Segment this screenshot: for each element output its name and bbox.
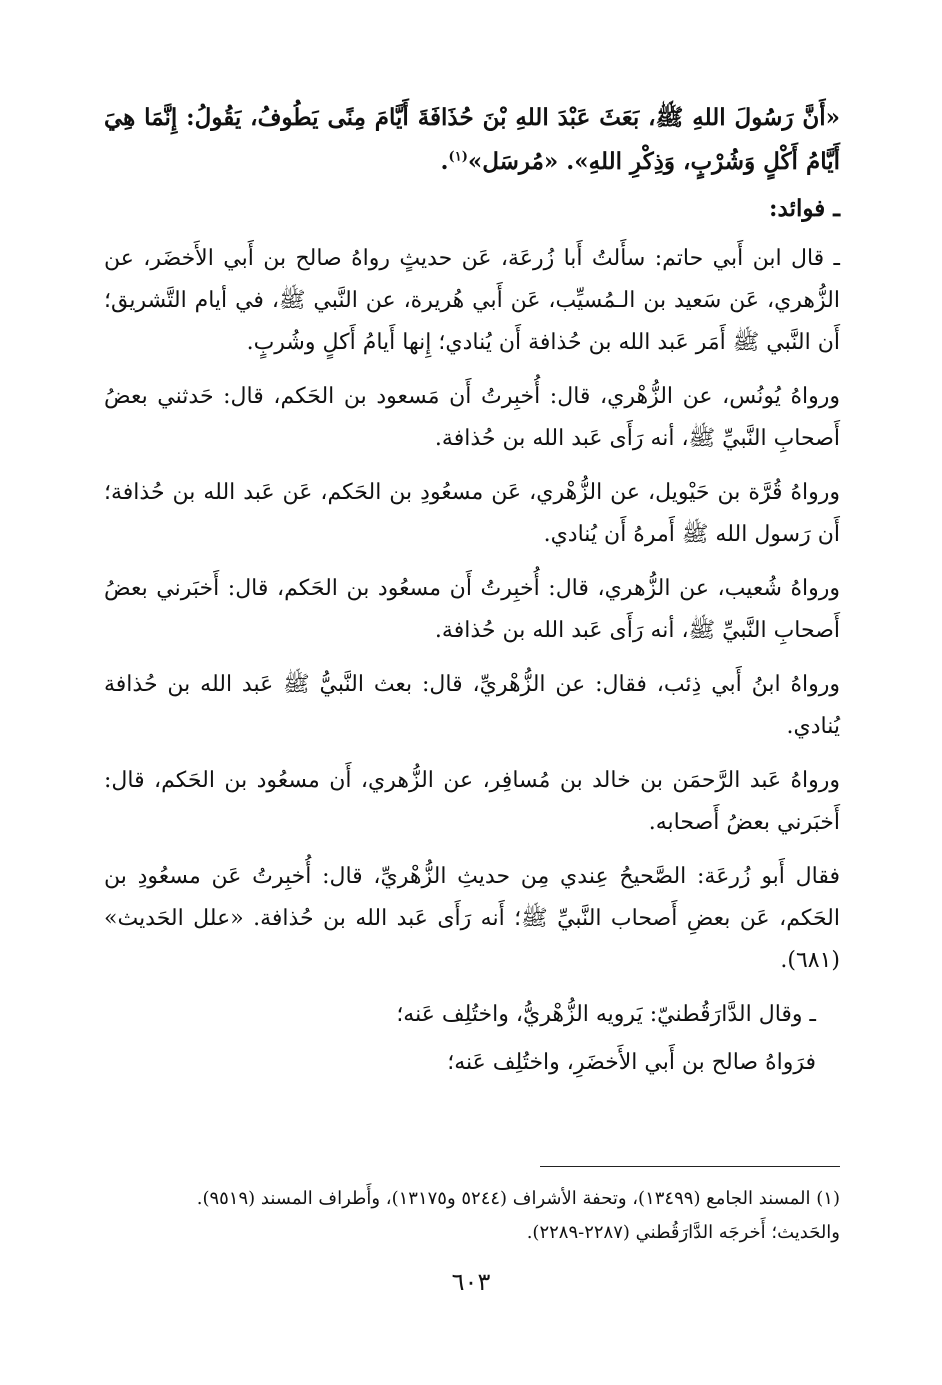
paragraph-abu-zura: فقال أَبو زُرعَة: الصَّحيحُ عِندي مِن حديثِ الزُّهْريِّ، قال: أُخبِرتُ عَن مسعُودِ بن الحَكم، عَن بعضِ أَصحاب النَّبيِّ ﷺ؛ أَنه رَأَى عَبد الله بن حُذافة. «علل الحَديث» (٦٨١). [104, 864, 840, 973]
daraqutni-line-1: ـ وقال الدَّارَقُطنيّ: يَرويه الزُّهْريُّ، واختُلِف عَنه؛ [396, 1002, 816, 1027]
footnote-1-continued: والحَديث؛ أَخرجَه الدَّارَقُطني (٢٢٨٧-٢٢٨٩). [526, 1222, 840, 1243]
page-number: ٦٠٣ [451, 1268, 491, 1296]
paragraph-ibn-abi-hatim: ـ قال ابن أَبي حاتم: سأَلتُ أَبا زُرعَة، عَن حديثٍ رواهُ صالح بن أَبي الأَخضَر، عن الزُّهري، عَن سَعيد بن الـمُسيِّب، عَن أَبي هُريرة، عن النَّبي ﷺ، في أيام التَّشريق؛ أَن النَّبي ﷺ أَمَر عَبد الله بن حُذافة أَن يُنادي؛ إِنها أَيامُ أَكلٍ وشُربٍ. [104, 246, 840, 355]
daraqutni-line-2: فرَواهُ صالح بن أَبي الأَخضَرِ، واختُلِف عَنه؛ [447, 1050, 816, 1075]
paragraph-qurra: ورواهُ قُرَّة بن حَيْويل، عن الزُّهْري، عَن مسعُودِ بن الحَكم، عَن عَبد الله بن حُذافة؛ أَن رَسول الله ﷺ أَمرهُ أَن يُنادي. [104, 480, 840, 547]
fawaid-heading: ـ فوائد: [769, 195, 840, 222]
paragraph-yunus: ورواهُ يُونُس، عن الزُّهْري، قال: أُخبِرتُ أَن مَسعود بن الحَكم، قال: حَدثني بعضُ أَصحابِ النَّبيِّ ﷺ، أنه رَأَى عَبد الله بن حُذافة. [104, 384, 840, 451]
main-text [104, 96, 840, 1090]
hadith-text: «أَنَّ رَسُولَ اللهِ ﷺ، بَعَثَ عَبْدَ اللهِ بْنَ حُذَافَةَ أَيَّامَ مِنًى يَطُوفُ، يَقُولُ: إِنَّمَا هِيَ أَيَّامُ أَكْلٍ وَشُرْبٍ، وَذِكْرِ اللهِ». «مُرسَل»$^{(١)}$. [104, 104, 840, 175]
footnotes [104, 1182, 840, 1250]
paragraph-shuayb: ورواهُ شُعيب، عن الزُّهري، قال: أُخبِرتُ أَن مسعُود بن الحَكم، قال: أَخبَرني بعضُ أَصحابِ النَّبيِّ ﷺ، أنه رَأَى عَبد الله بن حُذافة. [104, 576, 840, 643]
footnote-divider [540, 1166, 840, 1167]
footnote-marker: (١) [448, 149, 468, 165]
paragraph-ibn-abi-dhib: ورواهُ ابنُ أَبي ذِئب، فقال: عن الزُّهْريِّ، قال: بعث النَّبيُّ ﷺ عَبد الله بن حُذافة يُنادي. [104, 672, 840, 739]
footnote-1: (١) المسند الجامع (١٣٤٩٩)، وتحفة الأشراف (٥٢٤٤ و١٣١٧٥)، وأَطراف المسند (٩٥١٩). [196, 1188, 840, 1209]
paragraph-abd-al-rahman: ورواهُ عَبد الرَّحمَن بن خالد بن مُسافِر، عن الزُّهري، أَن مسعُود بن الحَكم، قال: أَخبَرني بعضُ أَصحابه. [104, 768, 840, 835]
